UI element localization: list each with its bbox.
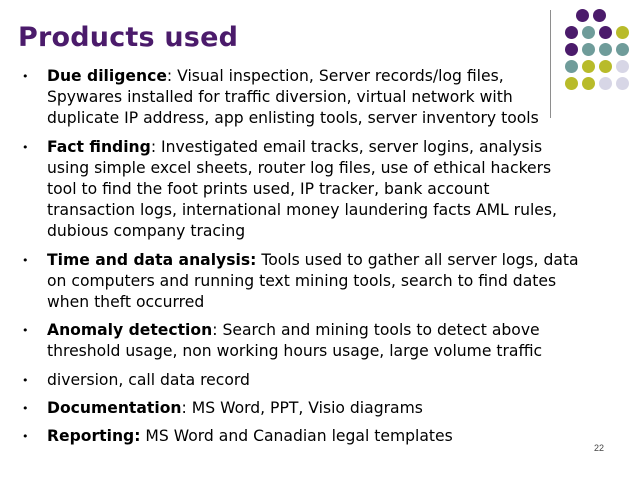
bullet-dot-icon: • <box>22 401 29 415</box>
decor-dot <box>565 26 578 39</box>
decor-dot <box>565 43 578 56</box>
decor-dot <box>599 43 612 56</box>
decor-dot <box>576 9 589 22</box>
bullet-separator: : <box>134 427 141 446</box>
bullet-term: Reporting <box>47 427 135 446</box>
bullet-item <box>22 398 582 419</box>
decor-dot <box>582 77 595 90</box>
bullet-item <box>22 66 582 130</box>
bullet-term: Anomaly detection <box>47 321 213 340</box>
bullet-dot-icon: • <box>22 140 29 154</box>
bullet-dot-icon: • <box>22 373 29 387</box>
bullet-dot-icon: • <box>22 70 29 83</box>
bullet-term: Fact finding <box>47 137 151 156</box>
bullet-text: Search and mining tools to detect above threshold usage, non working hours usage, large volume traffic <box>47 321 543 361</box>
bullet-term: Due diligence <box>47 67 167 85</box>
decor-dot <box>593 9 606 22</box>
decor-dot <box>616 60 629 73</box>
bullet-separator: : <box>150 137 157 156</box>
bullet-item <box>22 320 582 362</box>
bullet-separator: : <box>212 321 218 340</box>
bullet-separator: : <box>181 398 187 417</box>
bullet-list <box>22 66 582 454</box>
bullet-item <box>22 370 582 391</box>
bullet-term: Time and data analysis <box>47 250 251 269</box>
bullet-text: Tools used to gather all server logs, data on computers and running text mining tools, search to find dates when theft occurred <box>47 250 579 312</box>
bullet-dot-icon: • <box>22 253 29 267</box>
bullet-item <box>22 137 582 243</box>
bullet-separator: : <box>250 250 257 269</box>
bullet-separator: : <box>166 67 173 85</box>
decor-dot <box>582 43 595 56</box>
bullet-text: diversion, call data record <box>47 370 250 389</box>
decor-dot <box>599 60 612 73</box>
slide-title: Products used <box>18 22 239 53</box>
bullet-item <box>22 250 582 314</box>
bullet-text: Visual inspection, Server records/log files, Spywares installed for traffic diversion, virtual network with duplicate IP address, app enlisting tools, server inventory tools <box>47 67 539 128</box>
bullet-item <box>22 426 582 447</box>
bullet-text: MS Word and Canadian legal templates <box>140 427 453 446</box>
decor-dot <box>616 26 629 39</box>
page-number: 22 <box>593 443 604 453</box>
decor-dot <box>582 26 595 39</box>
bullet-text: MS Word, PPT, Visio diagrams <box>186 398 423 417</box>
decor-dot <box>599 26 612 39</box>
decor-dot <box>616 43 629 56</box>
bullet-dot-icon: • <box>22 324 29 338</box>
decor-dot <box>582 60 595 73</box>
bullet-dot-icon: • <box>22 430 29 444</box>
bullet-text: Investigated email tracks, server logins, analysis using simple excel sheets, router log files, use of ethical hackers tool to find the foot prints used, IP tracker, bank account transaction logs, international money laundering facts AML rules, dubious company tracing <box>47 137 557 241</box>
decor-dot <box>599 77 612 90</box>
bullet-term: Documentation <box>47 398 182 417</box>
decor-dot <box>616 77 629 90</box>
